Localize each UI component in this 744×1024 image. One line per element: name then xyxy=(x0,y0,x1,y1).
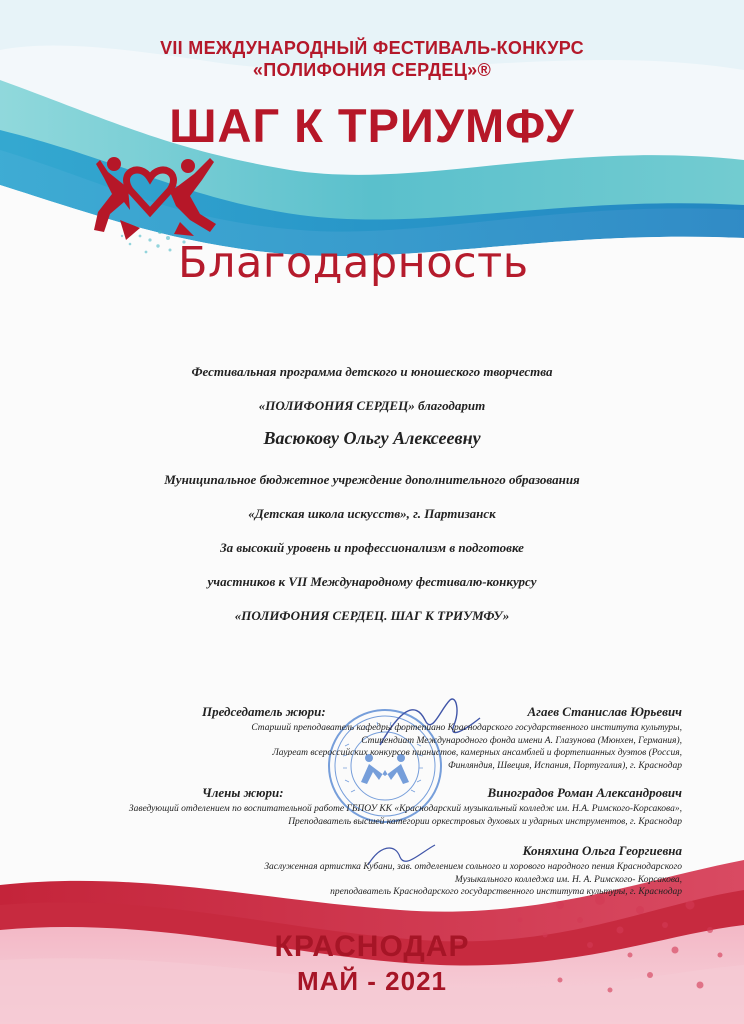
chair-name: Агаев Станислав Юрьевич xyxy=(527,704,682,719)
institution-line: Муниципальное бюджетное учреждение дополнительного образования xyxy=(164,472,580,487)
member2-description: Заслуженная артистка Кубани, зав. отделением сольного и хорового народного пения Краснодарского Музыкального колледжа им. Н. А. Римского- Корсакова, преподаватель Краснодарского государственного института культуры, г. Краснодар xyxy=(264,862,682,897)
reason-line2: участников к VII Международному фестивалю-конкурсу xyxy=(207,574,537,589)
school-line: «Детская школа искусств», г. Партизанск xyxy=(248,506,496,521)
date-label: МАЙ - 2021 xyxy=(296,966,448,996)
festival-name-line: «ПОЛИФОНИЯ СЕРДЕЦ»® xyxy=(252,60,492,80)
thanks-line: «ПОЛИФОНИЯ СЕРДЕЦ» благодарит xyxy=(258,398,486,413)
member1-description: Заведующий отделением по воспитательной работе ГБПОУ КК «Краснодарский музыкальный колледж им. Н.А. Римского-Корсакова», Преподаватель высшей категории оркестровых духовых и ударных инструментов, г. Краснодар xyxy=(128,804,682,827)
dancing-couple-heart-icon xyxy=(90,150,220,245)
festival-title: ШАГ К ТРИУМФУ xyxy=(169,99,575,152)
member1-name: Виноградов Роман Александрович xyxy=(487,785,682,800)
document-type-heading: Благодарность xyxy=(178,238,529,288)
reason-line1: За высокий уровень и профессионализм в подготовке xyxy=(220,540,524,555)
city-label: КРАСНОДАР xyxy=(274,930,470,963)
festival-edition-line: VII МЕЖДУНАРОДНЫЙ ФЕСТИВАЛЬ-КОНКУРС xyxy=(160,38,584,58)
chair-description: Старший преподаватель кафедры фортепиано Краснодарского государственного института культуры, Стипендиат Международного фонда имени А. Глазунова (Мюнхен, Германия), Лауреат всероссийских конкурсов пианистов, камерных ансамблей и фортепианных дуэтов (Россия, Финляндия, Швеция, Испания, Португалия), г. Краснодар xyxy=(251,723,682,771)
contest-name-line: «ПОЛИФОНИЯ СЕРДЕЦ. ШАГ К ТРИУМФУ» xyxy=(234,608,510,623)
members-label: Члены жюри: xyxy=(202,785,284,800)
program-line: Фестивальная программа детского и юношеского творчества xyxy=(191,364,553,379)
recipient-name: Васюкову Ольгу Алексеевну xyxy=(263,428,481,448)
chair-label: Председатель жюри: xyxy=(202,704,326,719)
member2-name: Коняхина Ольга Георгиевна xyxy=(522,843,682,858)
